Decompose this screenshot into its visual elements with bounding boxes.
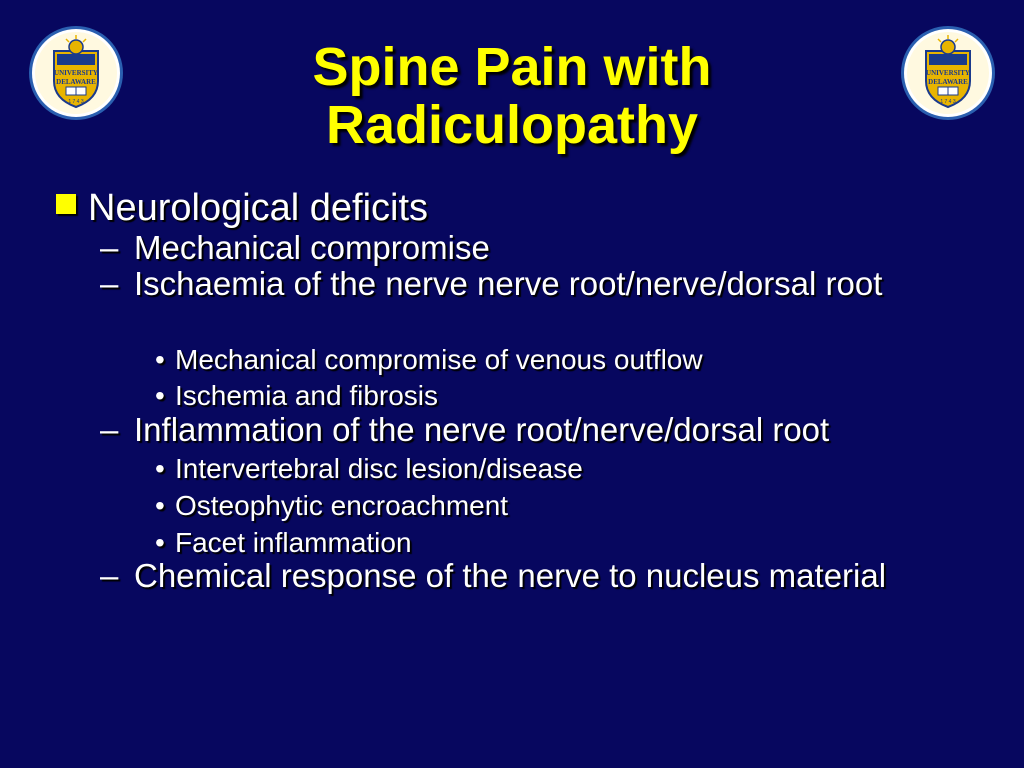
bullet-text: Ischemia and fibrosis bbox=[175, 380, 439, 411]
bullet-text: Neurological deficits bbox=[88, 187, 429, 229]
dash-bullet-icon: – bbox=[100, 265, 119, 302]
university-seal-icon bbox=[28, 25, 124, 121]
bullet-level3 bbox=[155, 378, 438, 414]
bullet-level2 bbox=[100, 230, 994, 266]
university-logo-left bbox=[28, 25, 124, 121]
dash-bullet-icon: – bbox=[100, 229, 119, 266]
dash-bullet-icon: – bbox=[100, 411, 119, 448]
university-logo-right bbox=[900, 25, 996, 121]
bullet-level2 bbox=[100, 412, 994, 448]
svg-text:1 7 4 3: 1 7 4 3 bbox=[68, 99, 84, 105]
dot-bullet-icon: • bbox=[155, 490, 165, 521]
svg-text:1 7 4 3: 1 7 4 3 bbox=[940, 99, 956, 105]
university-seal-icon bbox=[900, 25, 996, 121]
bullet-level3 bbox=[155, 451, 583, 487]
bullet-text: Inflammation of the nerve root/nerve/dorsal root bbox=[134, 411, 830, 448]
dot-bullet-icon: • bbox=[155, 380, 165, 411]
bullet-text: Chemical response of the nerve to nucleus material bbox=[134, 557, 887, 594]
bullet-level3 bbox=[155, 525, 412, 561]
bullet-level1 bbox=[56, 186, 428, 230]
dot-bullet-icon: • bbox=[155, 527, 165, 558]
bullet-level2 bbox=[100, 558, 934, 594]
bullet-text: Facet inflammation bbox=[175, 527, 412, 558]
title-line-2: Radiculopathy bbox=[325, 95, 699, 155]
svg-text:DELAWARE: DELAWARE bbox=[928, 78, 968, 86]
dot-bullet-icon: • bbox=[155, 344, 165, 375]
svg-text:UNIVERSITY: UNIVERSITY bbox=[926, 69, 970, 77]
bullet-level2 bbox=[100, 266, 994, 302]
square-bullet-icon bbox=[56, 194, 76, 214]
svg-text:DELAWARE: DELAWARE bbox=[56, 78, 96, 86]
bullet-text: Osteophytic encroachment bbox=[175, 490, 509, 521]
slide-title bbox=[160, 38, 864, 154]
svg-text:UNIVERSITY: UNIVERSITY bbox=[54, 69, 98, 77]
dash-bullet-icon: – bbox=[100, 557, 119, 594]
dot-bullet-icon: • bbox=[155, 453, 165, 484]
bullet-text: Mechanical compromise of venous outflow bbox=[175, 344, 703, 375]
bullet-level3 bbox=[155, 342, 703, 378]
bullet-text: Intervertebral disc lesion/disease bbox=[175, 453, 583, 484]
bullet-text: Mechanical compromise bbox=[134, 229, 490, 266]
title-line-1: Spine Pain with bbox=[312, 37, 712, 97]
bullet-level3 bbox=[155, 488, 508, 524]
bullet-text: Ischaemia of the nerve nerve root/nerve/dorsal root bbox=[134, 265, 883, 302]
